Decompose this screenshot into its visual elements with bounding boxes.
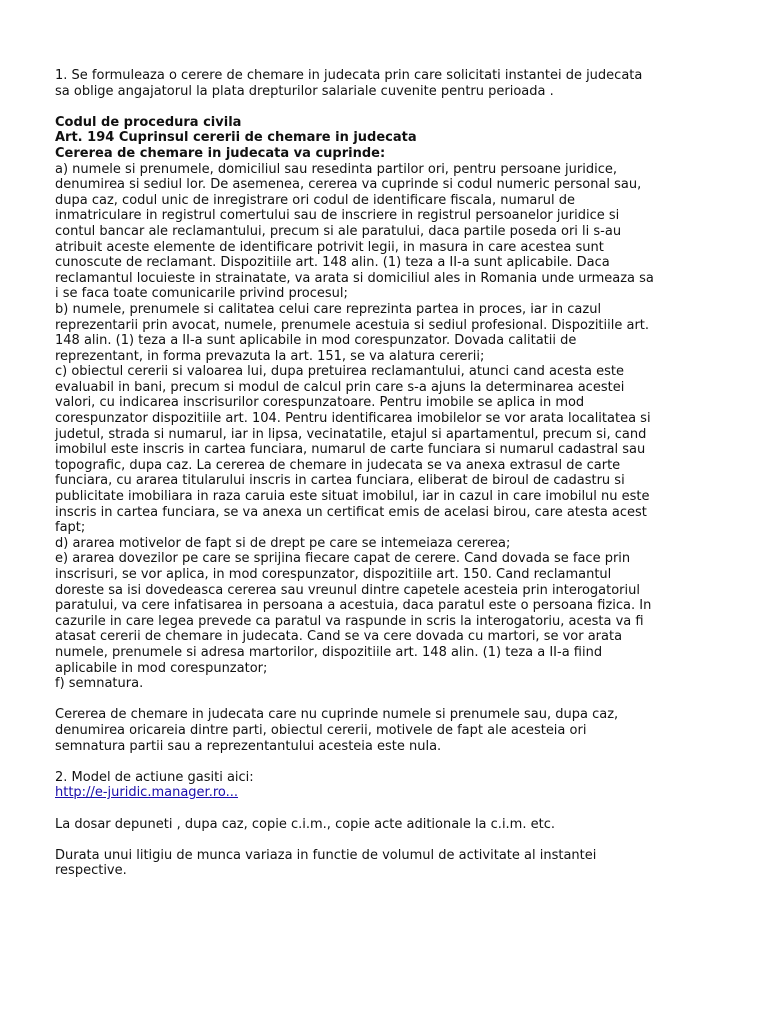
text-line: sa oblige angajatorul la plata drepturilor salariale cuvenite pentru perioada . bbox=[55, 83, 554, 99]
text-line: imobilul este inscris in cartea funciara, numarul de carte funciara si numarul cadastral sau bbox=[55, 442, 646, 458]
text-line: publicitate imobiliara in raza caruia este situat imobilul, iar in cazul in care imobilul nu este bbox=[55, 489, 650, 505]
text-line: reclamantul locuieste in strainatate, va arata si domiciliul ales in Romania unde urmeaza sa bbox=[55, 270, 654, 286]
text-line: i se faca toate comunicarile privind procesul; bbox=[55, 286, 348, 302]
text-line: cunoscute de reclamant. Dispozitiile art. 148 alin. (1) teza a II-a sunt aplicabile. Daca bbox=[55, 255, 610, 271]
text-line: inmatriculare in registrul comertului sau de inscriere in registrul persoanelor juridice si bbox=[55, 208, 620, 224]
paragraph-gap bbox=[55, 99, 715, 115]
text-line: atasat cererii de chemare in judecata. Cand se va cere dovada cu martori, se vor arata bbox=[55, 629, 623, 645]
heading-line: Art. 194 Cuprinsul cererii de chemare in judecata bbox=[55, 130, 417, 146]
text-line: contul bancar ale reclamantului, precum si ale paratului, daca partile poseda ori li s-au bbox=[55, 223, 622, 239]
text-line: semnatura partii sau a reprezentantului acesteia este nula. bbox=[55, 738, 442, 754]
document-page bbox=[55, 68, 715, 879]
nullity-paragraph bbox=[55, 707, 715, 754]
question-1 bbox=[55, 68, 715, 99]
text-line: reprezentarii prin avocat, numele, prenumele acestuia si sediul profesional. Dispozitiile art. bbox=[55, 317, 650, 333]
durata-paragraph bbox=[55, 848, 715, 879]
text-line: b) numele, prenumele si calitatea celui care reprezinta partea in proces, iar in cazul bbox=[55, 301, 602, 317]
text-line: cazurile in care legea prevede ca paratul va raspunde in scris la interogatoriu, acesta va fi bbox=[55, 613, 644, 629]
text-line: topografic, dupa caz. La cererea de chemare in judecata se va anexa extrasul de carte bbox=[55, 457, 621, 473]
text-line: inscrisuri, se vor aplica, in mod corespunzator, dispozitiile art. 150. Cand reclamantul bbox=[55, 567, 612, 582]
text-line: d) ararea motivelor de fapt si de drept pe care se intemeiaza cererea; bbox=[55, 535, 511, 551]
paragraph-gap bbox=[55, 801, 715, 817]
text-line: evaluabil in bani, precum si modul de calcul prin care s-a ajuns la determinarea acestei bbox=[55, 379, 625, 395]
text-line: denumirea oricareia dintre parti, obiectul cererii, motivele de fapt ale acesteia ori bbox=[55, 722, 587, 738]
text-line: denumirea si sediul lor. De asemenea, cererea va cuprinde si codul numeric personal sau, bbox=[55, 177, 642, 193]
text-line: inscris in cartea funciara, se va anexa un certificat emis de acelasi birou, care atesta acest bbox=[55, 504, 647, 520]
paragraph-gap bbox=[55, 832, 715, 848]
text-line: respective. bbox=[55, 863, 127, 879]
text-line: 2. Model de actiune gasiti aici: bbox=[55, 769, 254, 785]
paragraph-gap bbox=[55, 692, 715, 708]
text-line: 1. Se formuleaza o cerere de chemare in judecata prin care solicitati instantei de judecata bbox=[55, 68, 643, 83]
article-body bbox=[55, 162, 715, 692]
text-line: judetul, strada si numarul, iar in lipsa, vecinatatile, etajul si apartamentul, precum si, cand bbox=[55, 426, 647, 442]
text-line: a) numele si prenumele, domiciliul sau resedinta partilor ori, pentru persoane juridice, bbox=[55, 161, 617, 177]
question-2 bbox=[55, 770, 715, 801]
text-line: La dosar depuneti , dupa caz, copie c.i.m., copie acte aditionale la c.i.m. etc. bbox=[55, 816, 555, 832]
text-line: corespunzator dispozitiile art. 104. Pentru identificarea imobilelor se vor arata localitatea si bbox=[55, 411, 651, 427]
dosar-paragraph bbox=[55, 817, 715, 833]
text-line: Durata unui litigiu de munca variaza in functie de volumul de activitate al instantei bbox=[55, 847, 597, 863]
text-line: atribuit aceste elemente de identificare potrivit legii, in masura in care acestea sunt bbox=[55, 239, 604, 255]
text-line: dupa caz, codul unic de inregistrare ori codul de identificare fiscala, numarul de bbox=[55, 192, 575, 208]
text-line: paratului, va cere infatisarea in persoana a acestuia, daca paratul este o persoana fizica. In bbox=[55, 598, 652, 614]
heading-line: Cererea de chemare in judecata va cuprinde: bbox=[55, 145, 386, 161]
heading-line: Codul de procedura civila bbox=[55, 114, 242, 130]
paragraph-gap bbox=[55, 754, 715, 770]
text-line: Cererea de chemare in judecata care nu cuprinde numele si prenumele sau, dupa caz, bbox=[55, 707, 619, 723]
text-line: fapt; bbox=[55, 520, 86, 536]
text-line: 148 alin. (1) teza a II-a sunt aplicabile in mod corespunzator. Dovada calitatii de bbox=[55, 333, 577, 349]
section-heading bbox=[55, 115, 715, 162]
text-line: numele, prenumele si adresa martorilor, dispozitiile art. 148 alin. (1) teza a II-a fiind bbox=[55, 644, 603, 660]
model-actiune-link[interactable]: http://e-juridic.manager.ro... bbox=[55, 785, 239, 801]
text-line: aplicabile in mod corespunzator; bbox=[55, 660, 268, 676]
text-line: doreste sa isi dovedeasca cererea sau vreunul dintre capetele acesteia prin interogatoriul bbox=[55, 582, 640, 598]
text-line: reprezentant, in forma prevazuta la art. 151, se va alatura cererii; bbox=[55, 348, 485, 364]
text-line: f) semnatura. bbox=[55, 676, 144, 692]
text-line: funciara, cu ararea titularului inscris in cartea funciara, eliberat de biroul de cadastru si bbox=[55, 473, 625, 489]
text-line: e) ararea dovezilor pe care se sprijina fiecare capat de cerere. Cand dovada se face prin bbox=[55, 551, 631, 567]
text-line: c) obiectul cererii si valoarea lui, dupa pretuirea reclamantului, atunci cand acesta este bbox=[55, 364, 624, 380]
text-line: valori, cu indicarea inscrisurilor corespunzatoare. Pentru imobile se aplica in mod bbox=[55, 395, 585, 411]
